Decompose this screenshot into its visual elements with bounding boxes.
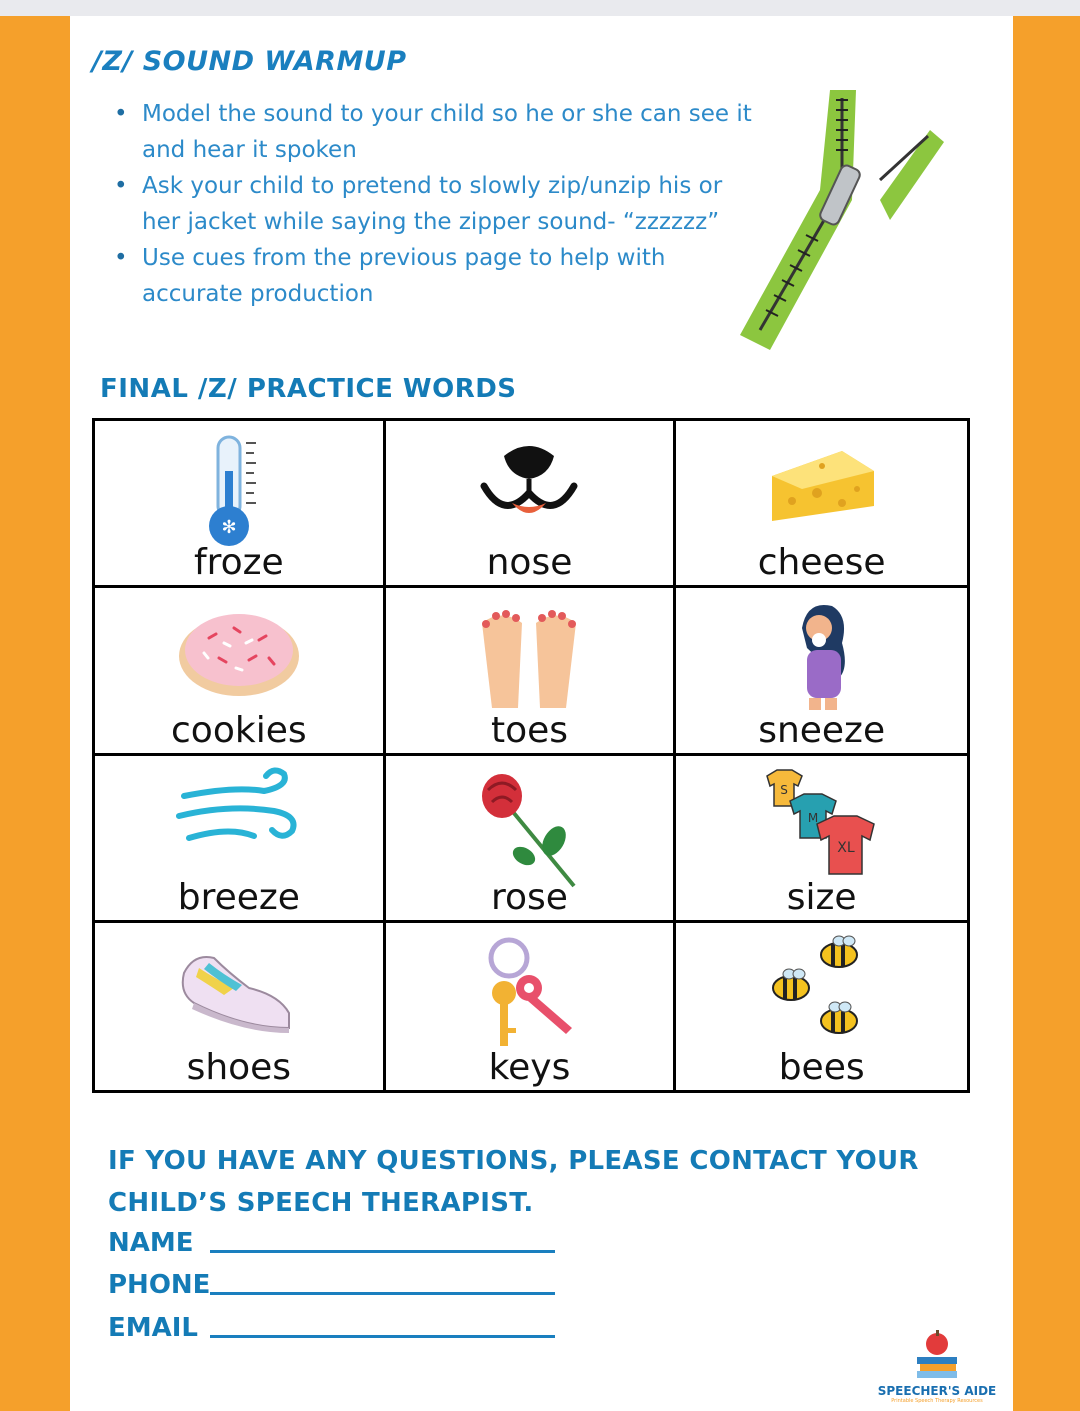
word-label: shoes	[186, 1047, 292, 1088]
contact-message	[108, 1140, 928, 1224]
word-cell	[676, 421, 967, 588]
word-label: breeze	[177, 876, 300, 918]
word-cell	[95, 588, 386, 755]
instruction-item: • Use cues from the previous page to help with accurate production	[112, 240, 752, 312]
word-cell	[95, 923, 386, 1090]
phone-field-line[interactable]	[210, 1292, 555, 1295]
word-cell	[676, 923, 967, 1090]
name-label: NAME	[108, 1228, 194, 1258]
svg-text:M: M	[807, 810, 818, 825]
phone-label: PHONE	[108, 1270, 211, 1300]
word-label: bees	[778, 1047, 865, 1088]
left-orange-border	[0, 16, 70, 1411]
svg-text:✻: ✻	[221, 517, 237, 538]
brand-tagline: Printable Speech Therapy Resources	[891, 1398, 983, 1404]
warmup-instructions	[112, 96, 752, 312]
apple-books-icon	[912, 1330, 962, 1380]
dog-nose-icon	[474, 431, 584, 531]
name-field-line[interactable]	[210, 1250, 555, 1253]
bees-icon	[767, 933, 877, 1048]
word-cell	[95, 756, 386, 923]
email-field-line[interactable]	[210, 1335, 555, 1338]
contact-line-2: CHILD’S SPEECH THERAPIST.	[108, 1188, 534, 1218]
word-cell	[95, 421, 386, 588]
word-cell	[676, 756, 967, 923]
sneaker-icon	[174, 933, 304, 1043]
instruction-item: • Model the sound to your child so he or she can see it and hear it spoken	[112, 96, 752, 168]
zipper-icon	[730, 80, 950, 360]
word-cell	[676, 588, 967, 755]
wind-icon	[174, 766, 304, 856]
word-label: sneeze	[758, 709, 886, 751]
cookie-icon	[174, 598, 304, 698]
instruction-item: • Ask your child to pretend to slowly zip/unzip his or her jacket while saying the zipper sound- “zzzzzz”	[112, 168, 752, 240]
thermometer-icon	[204, 431, 274, 551]
brand-logo	[872, 1330, 1002, 1404]
word-label: size	[786, 876, 857, 918]
word-label: keys	[488, 1047, 571, 1088]
email-label: EMAIL	[108, 1313, 198, 1343]
practice-title: FINAL /Z/ PRACTICE WORDS	[100, 374, 517, 404]
word-label: cheese	[757, 542, 886, 584]
word-label: nose	[486, 542, 573, 584]
contact-line-1: IF YOU HAVE ANY QUESTIONS, PLEASE CONTACT YOUR	[108, 1146, 919, 1176]
warmup-title: /Z/ SOUND WARMUP	[92, 46, 407, 77]
word-label: toes	[490, 709, 569, 751]
svg-text:XL: XL	[836, 839, 855, 856]
practice-words-grid	[92, 418, 970, 1093]
right-orange-border	[1013, 16, 1080, 1411]
word-label: rose	[491, 876, 568, 918]
word-label: froze	[193, 542, 284, 584]
word-label: cookies	[171, 709, 307, 751]
cheese-icon	[762, 431, 882, 531]
word-cell	[386, 588, 677, 755]
word-cell	[386, 421, 677, 588]
keys-icon	[474, 933, 584, 1053]
svg-text:S: S	[779, 782, 788, 797]
word-cell	[386, 923, 677, 1090]
sneezing-girl-icon	[787, 598, 857, 713]
brand-name: SPEECHER'S AIDE	[877, 1384, 997, 1398]
feet-icon	[474, 598, 584, 713]
word-cell	[386, 756, 677, 923]
shirt-sizes-icon	[762, 766, 882, 886]
